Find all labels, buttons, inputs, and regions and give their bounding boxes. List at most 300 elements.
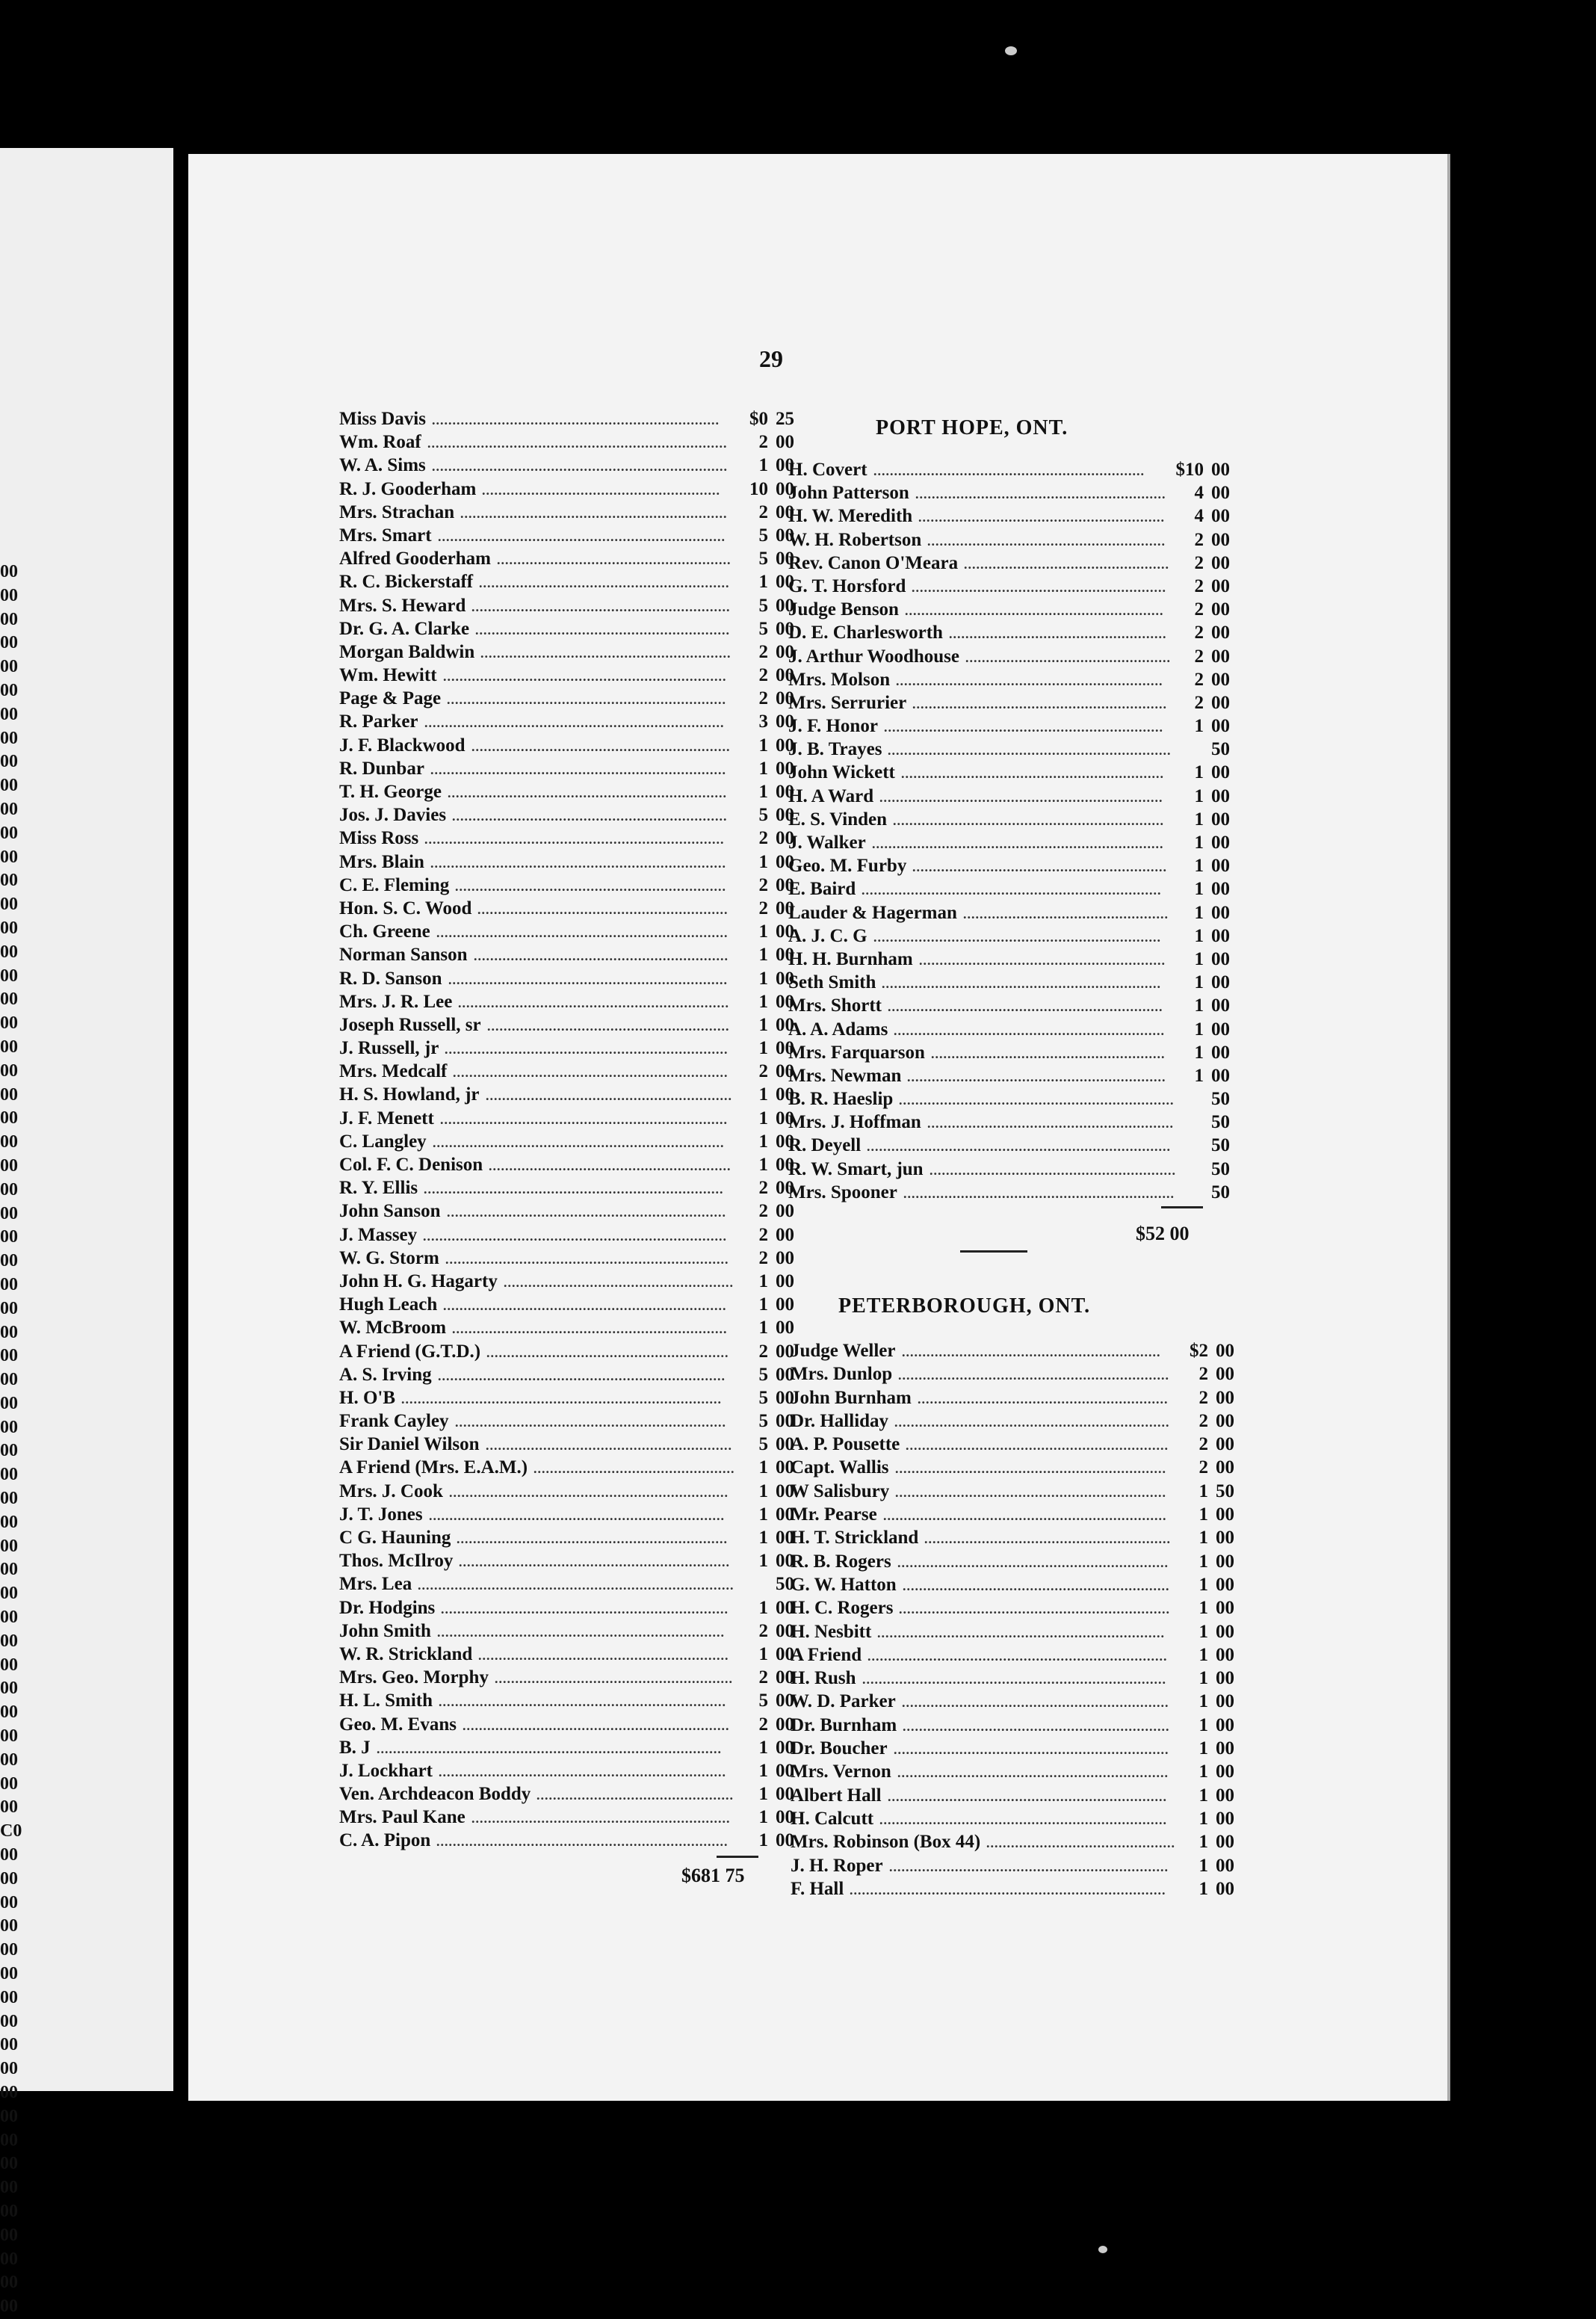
amount-dollars: 2 <box>758 874 768 895</box>
amount-cents: 00 <box>776 711 794 732</box>
amount-dollars: 1 <box>758 1318 768 1338</box>
leader-dots: ...................................................................... <box>439 1764 726 1779</box>
adjacent-page-digits: 00 <box>0 680 18 700</box>
list-item <box>788 1018 1230 1041</box>
subscriber-name: B. J <box>339 1737 371 1758</box>
adjacent-page-digits: 00 <box>0 1845 18 1865</box>
amount-cents: 50 <box>1211 739 1230 760</box>
amount-cents: 00 <box>776 1620 794 1641</box>
amount-dollars: 5 <box>758 549 768 569</box>
amount-cents: 00 <box>776 1784 794 1805</box>
subscriber-name: J. F. Blackwood <box>339 735 466 756</box>
adjacent-page-digits: 00 <box>0 657 18 677</box>
leader-dots: ............................................................... <box>907 1069 1166 1084</box>
subscriber-name: Albert Hall <box>791 1785 882 1806</box>
amount-dollars: 1 <box>1194 762 1204 783</box>
leader-dots: .................................................................. <box>457 1531 728 1546</box>
subscriber-name: Mrs. Serrurier <box>788 692 907 713</box>
adjacent-page-digits: 00 <box>0 1964 18 1984</box>
amount-cents: 00 <box>776 1434 794 1455</box>
adjacent-page-digits: 00 <box>0 1108 18 1128</box>
subscriber-list-peterborough <box>791 1339 1234 1900</box>
subscriber-name: Joseph Russell, sr <box>339 1014 481 1035</box>
amount-cents: 00 <box>776 1714 794 1735</box>
adjacent-page-digits: 00 <box>0 1608 18 1628</box>
adjacent-page-digits: 00 <box>0 1868 18 1889</box>
amount-cents: 00 <box>776 1014 794 1035</box>
leader-dots: ............................................................. <box>480 645 732 661</box>
amount-dollars: 5 <box>758 1411 768 1432</box>
leader-dots: .................................................................. <box>895 1484 1166 1500</box>
amount-cents: 00 <box>776 1760 794 1781</box>
subscriber-name: Mrs. J. Cook <box>339 1480 443 1501</box>
amount-dollars: 2 <box>758 1201 768 1222</box>
amount-cents: 00 <box>776 455 794 476</box>
subscriber-name: R. D. Sanson <box>339 968 442 989</box>
subscriber-name: Ch. Greene <box>339 921 430 942</box>
leader-dots: ..................................................................... <box>443 1298 727 1314</box>
list-item <box>791 1526 1234 1549</box>
subscriber-name: D. E. Charlesworth <box>788 623 943 643</box>
list-item <box>788 691 1230 714</box>
amount-dollars: 3 <box>758 711 768 732</box>
list-item <box>339 547 794 570</box>
list-item <box>788 668 1230 691</box>
amount-cents: 00 <box>776 1201 794 1222</box>
amount-dollars: 2 <box>758 432 768 453</box>
subscriber-name: Miss Ross <box>339 828 419 849</box>
adjacent-page-digits: 00 <box>0 1702 18 1723</box>
list-item <box>791 1690 1234 1713</box>
amount-dollars: 2 <box>758 1224 768 1245</box>
amount-cents: 00 <box>1211 552 1230 573</box>
leader-dots: .......................................................... <box>482 482 720 498</box>
leader-dots: ................................................................. <box>903 1578 1170 1593</box>
adjacent-page-digits: 00 <box>0 918 18 938</box>
list-item <box>339 757 794 780</box>
adjacent-page-digits: 00 <box>0 1916 18 1936</box>
subscriber-list-port-hope <box>788 458 1230 1204</box>
list-item <box>791 1339 1234 1362</box>
amount-dollars: 1 <box>1194 972 1204 993</box>
amount-dollars: 5 <box>758 805 768 826</box>
leader-dots: .......................................................................... <box>862 1672 1166 1687</box>
list-item <box>339 1643 794 1666</box>
section-total: $52 00 <box>1136 1223 1190 1244</box>
subscriber-name: Dr. Halliday <box>791 1410 889 1431</box>
total-rule <box>1161 1206 1203 1208</box>
subscriber-name: John Wickett <box>788 762 895 783</box>
list-item <box>339 1829 794 1852</box>
adjacent-page-digits: 00 <box>0 1013 18 1034</box>
list-item <box>791 1386 1234 1409</box>
subscriber-name: T. H. George <box>339 782 442 802</box>
subscriber-name: G. T. Horsford <box>788 575 906 596</box>
subscriber-name: Jos. J. Davies <box>339 805 447 826</box>
list-item <box>339 1176 794 1199</box>
adjacent-page-digits: 00 <box>0 776 18 796</box>
amount-cents: 00 <box>1216 1714 1234 1735</box>
amount-cents: 00 <box>776 618 794 639</box>
list-item <box>791 1362 1234 1386</box>
leader-dots: ........................................................ <box>504 1274 734 1290</box>
amount-dollars: 1 <box>1198 1832 1208 1853</box>
list-item <box>339 1340 794 1363</box>
subscriber-name: H. H. Burnham <box>788 948 913 969</box>
leader-dots: ...................................................................... <box>437 1624 725 1640</box>
leader-dots: ................................................................. <box>463 1717 730 1733</box>
adjacent-page-digits: 00 <box>0 1370 18 1390</box>
amount-dollars: 1 <box>758 968 768 989</box>
leader-dots: .............................................................. <box>912 579 1166 595</box>
leader-dots: .......................................................... <box>495 1671 733 1687</box>
section-heading-port-hope: PORT HOPE, ONT. <box>876 416 1068 439</box>
amount-dollars: 2 <box>1194 623 1204 643</box>
amount-dollars: 1 <box>758 1597 768 1618</box>
list-item <box>339 1316 794 1339</box>
amount-dollars: 1 <box>758 991 768 1012</box>
subscriber-name: Mrs. Strachan <box>339 501 455 522</box>
amount-cents: 00 <box>1211 646 1230 667</box>
subscriber-name: Mrs. Robinson (Box 44) <box>791 1832 981 1853</box>
leader-dots: .............................................................. <box>474 948 729 964</box>
list-item <box>339 803 794 827</box>
amount-cents: 00 <box>776 1737 794 1758</box>
leader-dots: .................................................................... <box>448 785 727 800</box>
amount-cents: 00 <box>776 1411 794 1432</box>
leader-dots: .................................................................. <box>458 995 729 1010</box>
leader-dots: .......................................................................... <box>423 1228 727 1244</box>
list-item <box>788 831 1230 854</box>
leader-dots: ......................................................................... <box>427 436 728 451</box>
adjacent-page-digits: 00 <box>0 1227 18 1247</box>
amount-dollars: $2 <box>1190 1341 1208 1361</box>
subscriber-name: C G. Hauning <box>339 1528 451 1548</box>
adjacent-page-digits: 00 <box>0 1417 18 1437</box>
amount-cents: 00 <box>1216 1457 1234 1478</box>
amount-cents: 00 <box>776 1830 794 1851</box>
adjacent-page-digits: 00 <box>0 2011 18 2031</box>
list-item <box>339 430 794 454</box>
amount-dollars: 2 <box>1194 529 1204 550</box>
amount-dollars: 1 <box>758 1784 768 1805</box>
list-item <box>788 785 1230 808</box>
amount-dollars: 2 <box>758 641 768 662</box>
amount-dollars: 1 <box>1194 856 1204 877</box>
leader-dots: .................................................................... <box>447 692 726 708</box>
subscriber-name: W Salisbury <box>791 1480 890 1501</box>
amount-cents: 00 <box>1216 1668 1234 1689</box>
subscriber-name: W. McBroom <box>339 1318 447 1338</box>
subscriber-name: H. W. Meredith <box>788 506 913 527</box>
amount-cents: 00 <box>1211 506 1230 527</box>
leader-dots: .................................................................... <box>882 976 1161 992</box>
adjacent-page-digits: 00 <box>0 1512 18 1532</box>
amount-dollars: 1 <box>1194 809 1204 830</box>
list-item <box>791 1596 1234 1619</box>
subscriber-name: W. D. Parker <box>791 1691 896 1712</box>
amount-dollars: 5 <box>758 1364 768 1385</box>
amount-cents: 00 <box>776 945 794 966</box>
leader-dots: ...................................................................... <box>441 1601 729 1616</box>
subscriber-name: A. J. C. G <box>788 925 867 946</box>
adjacent-page-digits: 00 <box>0 562 18 581</box>
amount-dollars: 1 <box>1198 1644 1208 1665</box>
subscriber-name: Mr. Pearse <box>791 1504 877 1525</box>
amount-dollars: 1 <box>758 945 768 966</box>
leader-dots: ............................................................. <box>478 1647 729 1663</box>
list-item <box>339 687 794 710</box>
list-item <box>788 738 1230 761</box>
amount-dollars: 1 <box>1198 1598 1208 1619</box>
list-item <box>788 598 1230 621</box>
subscriber-name: Thos. McIlroy <box>339 1551 454 1572</box>
leader-dots: .................................................. <box>964 556 1169 572</box>
amount-cents: 00 <box>776 735 794 756</box>
adjacent-page-digits: 00 <box>0 1679 18 1699</box>
amount-cents: 00 <box>776 1108 794 1128</box>
leader-dots: ................................................................ <box>901 766 1164 782</box>
amount-dollars: 1 <box>758 1108 768 1128</box>
subscriber-name: H. Nesbitt <box>791 1621 872 1642</box>
subscriber-name: Mrs. Blain <box>339 851 424 872</box>
subscriber-name: H. Covert <box>788 460 867 480</box>
amount-dollars: 1 <box>1194 902 1204 923</box>
leader-dots: ......................................................................... <box>867 1648 1168 1664</box>
subscriber-name: Miss Davis <box>339 409 426 429</box>
amount-dollars: $10 <box>1175 460 1204 480</box>
adjacent-page-digits: 00 <box>0 1346 18 1366</box>
list-item <box>788 528 1230 552</box>
amount-dollars: 1 <box>1194 1065 1204 1086</box>
subscriber-name: Norman Sanson <box>339 945 468 966</box>
list-item <box>791 1643 1234 1667</box>
leader-dots: ............................................................ <box>919 952 1166 968</box>
adjacent-page-digits: 00 <box>0 1155 18 1176</box>
amount-cents: 00 <box>776 1155 794 1175</box>
amount-dollars: 2 <box>758 1620 768 1641</box>
adjacent-page-digits: 00 <box>0 633 18 653</box>
list-item <box>788 948 1230 971</box>
subscriber-name: Alfred Gooderham <box>339 549 491 569</box>
subscriber-name: Wm. Hewitt <box>339 665 437 686</box>
amount-dollars: 5 <box>758 525 768 546</box>
subscriber-name: R. J. Gooderham <box>339 478 477 499</box>
adjacent-page-digits: 00 <box>0 2130 18 2150</box>
leader-dots: ............................................................ <box>918 510 1165 525</box>
subscriber-name: John Sanson <box>339 1201 441 1222</box>
amount-dollars: 2 <box>758 501 768 522</box>
amount-cents: 00 <box>776 1597 794 1618</box>
subscriber-name: Mrs. Molson <box>788 669 891 690</box>
amount-cents: 00 <box>1216 1341 1234 1361</box>
list-item <box>339 1223 794 1247</box>
list-item <box>339 640 794 664</box>
list-item <box>788 575 1230 598</box>
leader-dots: ...................................................................... <box>879 1812 1167 1827</box>
adjacent-page-digits: 00 <box>0 2201 18 2221</box>
subscriber-name: Frank Cayley <box>339 1411 449 1432</box>
amount-cents: 00 <box>776 1247 794 1268</box>
amount-dollars: 1 <box>1198 1574 1208 1595</box>
leader-dots: ................................................................. <box>896 673 1163 688</box>
adjacent-page-digits: 00 <box>0 1489 18 1509</box>
amount-dollars: 5 <box>758 1387 768 1408</box>
list-item <box>788 1111 1230 1134</box>
adjacent-page-digits: 00 <box>0 1393 18 1413</box>
leader-dots: .............................................................. <box>475 622 730 637</box>
section-heading-peterborough: PETERBOROUGH, ONT. <box>838 1294 1091 1318</box>
leader-dots: ................................................................... <box>899 1093 1175 1108</box>
list-item <box>791 1573 1234 1596</box>
adjacent-page-digits: 00 <box>0 2035 18 2055</box>
leader-dots: .................................................................. <box>897 1765 1169 1781</box>
amount-cents: 00 <box>1211 762 1230 783</box>
leader-dots: ........................................................................ <box>430 855 726 871</box>
amount-cents: 00 <box>1216 1785 1234 1806</box>
leader-dots: .......................................................................... <box>867 1139 1171 1155</box>
amount-dollars: 1 <box>1198 1761 1208 1782</box>
adjacent-page-digits: 00 <box>0 1274 18 1294</box>
list-item <box>788 808 1230 831</box>
amount-dollars: 1 <box>1194 833 1204 853</box>
subscriber-name: H. A Ward <box>788 785 874 806</box>
amount-dollars: 1 <box>1198 1714 1208 1735</box>
adjacent-page-digits: 00 <box>0 728 18 748</box>
leader-dots: ........................................................................ <box>432 459 728 475</box>
leader-dots: ...................................................................... <box>873 929 1161 945</box>
subscriber-name: Mrs. Spooner <box>788 1182 897 1202</box>
adjacent-page-digits: 00 <box>0 1536 18 1556</box>
dust-speck <box>1005 46 1017 55</box>
list-item <box>339 1037 794 1060</box>
subscriber-name: H. Rush <box>791 1668 856 1689</box>
subscriber-name: R. W. Smart, jun <box>788 1158 924 1179</box>
leader-dots: .................................................................... <box>888 1788 1167 1804</box>
amount-cents: 00 <box>1211 575 1230 596</box>
leader-dots: ............................................................................. <box>418 1578 734 1593</box>
list-item <box>339 990 794 1013</box>
subscriber-name: Mrs. Geo. Morphy <box>339 1667 489 1688</box>
amount-dollars: 1 <box>1198 1808 1208 1829</box>
amount-dollars: 1 <box>758 735 768 756</box>
leader-dots: .................................................................... <box>448 972 728 987</box>
list-item <box>791 1456 1234 1479</box>
leader-dots: ............................................................. <box>915 487 1166 502</box>
list-item <box>339 1386 794 1409</box>
adjacent-page-digits: 00 <box>0 1441 18 1461</box>
amount-dollars: 1 <box>758 1737 768 1758</box>
subscriber-name: R. Y. Ellis <box>339 1178 418 1199</box>
subscriber-name: Mrs. S. Heward <box>339 595 466 616</box>
subscriber-name: John H. G. Hagarty <box>339 1270 498 1291</box>
adjacent-page-digits: 00 <box>0 1251 18 1271</box>
subscriber-name: Hon. S. C. Wood <box>339 898 472 918</box>
amount-dollars: 1 <box>1194 879 1204 900</box>
amount-cents: 00 <box>776 501 794 522</box>
subscriber-name: Mrs. Shortt <box>788 995 882 1016</box>
leader-dots: .................................................................. <box>897 1554 1169 1570</box>
subscriber-name: J. Massey <box>339 1224 418 1245</box>
amount-cents: 00 <box>776 432 794 453</box>
amount-dollars: 1 <box>758 1038 768 1059</box>
adjacent-page-digits: 00 <box>0 609 18 629</box>
leader-dots: ...................................................................... <box>432 413 720 427</box>
subscriber-name: Mrs. Paul Kane <box>339 1807 466 1828</box>
amount-dollars: 1 <box>758 851 768 872</box>
list-item <box>788 1041 1230 1064</box>
leader-dots: ...................................................................... <box>439 1694 726 1710</box>
leader-dots: .................................................................. <box>898 1368 1169 1383</box>
adjacent-page-digits: 00 <box>0 1631 18 1651</box>
leader-dots: ............................................................................. <box>850 1882 1166 1897</box>
leader-dots: ..................................................................... <box>888 743 1172 759</box>
amount-cents: 00 <box>776 991 794 1012</box>
subscriber-name: J. F. Honor <box>788 716 878 737</box>
adjacent-page-digits: 00 <box>0 1797 18 1818</box>
adjacent-page-digits: 00 <box>0 847 18 867</box>
amount-cents: 00 <box>776 1038 794 1059</box>
adjacent-page-digits: C0 <box>0 1821 22 1841</box>
subscriber-name: John Patterson <box>788 483 909 504</box>
subscriber-name: J. T. Jones <box>339 1504 423 1525</box>
amount-dollars: 2 <box>1194 669 1204 690</box>
subscriber-name: Mrs. Farquarson <box>788 1042 925 1063</box>
leader-dots: ................................................................... <box>888 999 1163 1015</box>
list-item <box>788 481 1230 504</box>
subscriber-name: J. Russell, jr <box>339 1038 439 1059</box>
amount-cents: 00 <box>776 1504 794 1525</box>
list-item <box>339 1293 794 1316</box>
list-item <box>339 1107 794 1130</box>
list-item <box>791 1409 1234 1433</box>
amount-dollars: 2 <box>758 1061 768 1082</box>
list-item <box>791 1760 1234 1783</box>
amount-dollars: 1 <box>758 1457 768 1478</box>
amount-cents: 00 <box>1211 692 1230 713</box>
amount-cents: 00 <box>776 898 794 918</box>
adjacent-page-digits: 00 <box>0 585 18 605</box>
adjacent-page-digits: 00 <box>0 1584 18 1604</box>
amount-dollars: 1 <box>1198 1621 1208 1642</box>
leader-dots: ..................................................................... <box>883 1508 1167 1524</box>
amount-dollars: 1 <box>1198 1855 1208 1876</box>
leader-dots: .............................................................. <box>912 859 1167 875</box>
leader-dots: ................................................................. <box>903 1718 1170 1734</box>
leader-dots: ............................................................ <box>486 1438 732 1454</box>
list-item <box>339 617 794 640</box>
leader-dots: ..................................................................... <box>879 789 1163 805</box>
subscriber-name: Wm. Roaf <box>339 432 421 453</box>
leader-dots: ......................................................................... <box>424 1182 724 1197</box>
list-item <box>339 1503 794 1526</box>
leader-dots: ....................................................................... <box>433 1134 725 1150</box>
amount-cents: 00 <box>1211 948 1230 969</box>
list-item <box>339 920 794 943</box>
subscriber-name: E. S. Vinden <box>788 809 888 830</box>
amount-cents: 00 <box>776 478 794 499</box>
leader-dots: ......................................................................... <box>424 832 725 847</box>
amount-cents: 00 <box>1211 529 1230 550</box>
adjacent-page-digits: 00 <box>0 799 18 819</box>
page-number: 29 <box>759 345 783 372</box>
subscriber-name: Dr. G. A. Clarke <box>339 618 470 639</box>
leader-dots: ............................................................ <box>927 1116 1174 1131</box>
amount-dollars: 2 <box>758 898 768 918</box>
list-item <box>791 1503 1234 1526</box>
subscriber-name: Mrs. Smart <box>339 525 432 546</box>
leader-dots: ......................................................... <box>497 552 732 568</box>
